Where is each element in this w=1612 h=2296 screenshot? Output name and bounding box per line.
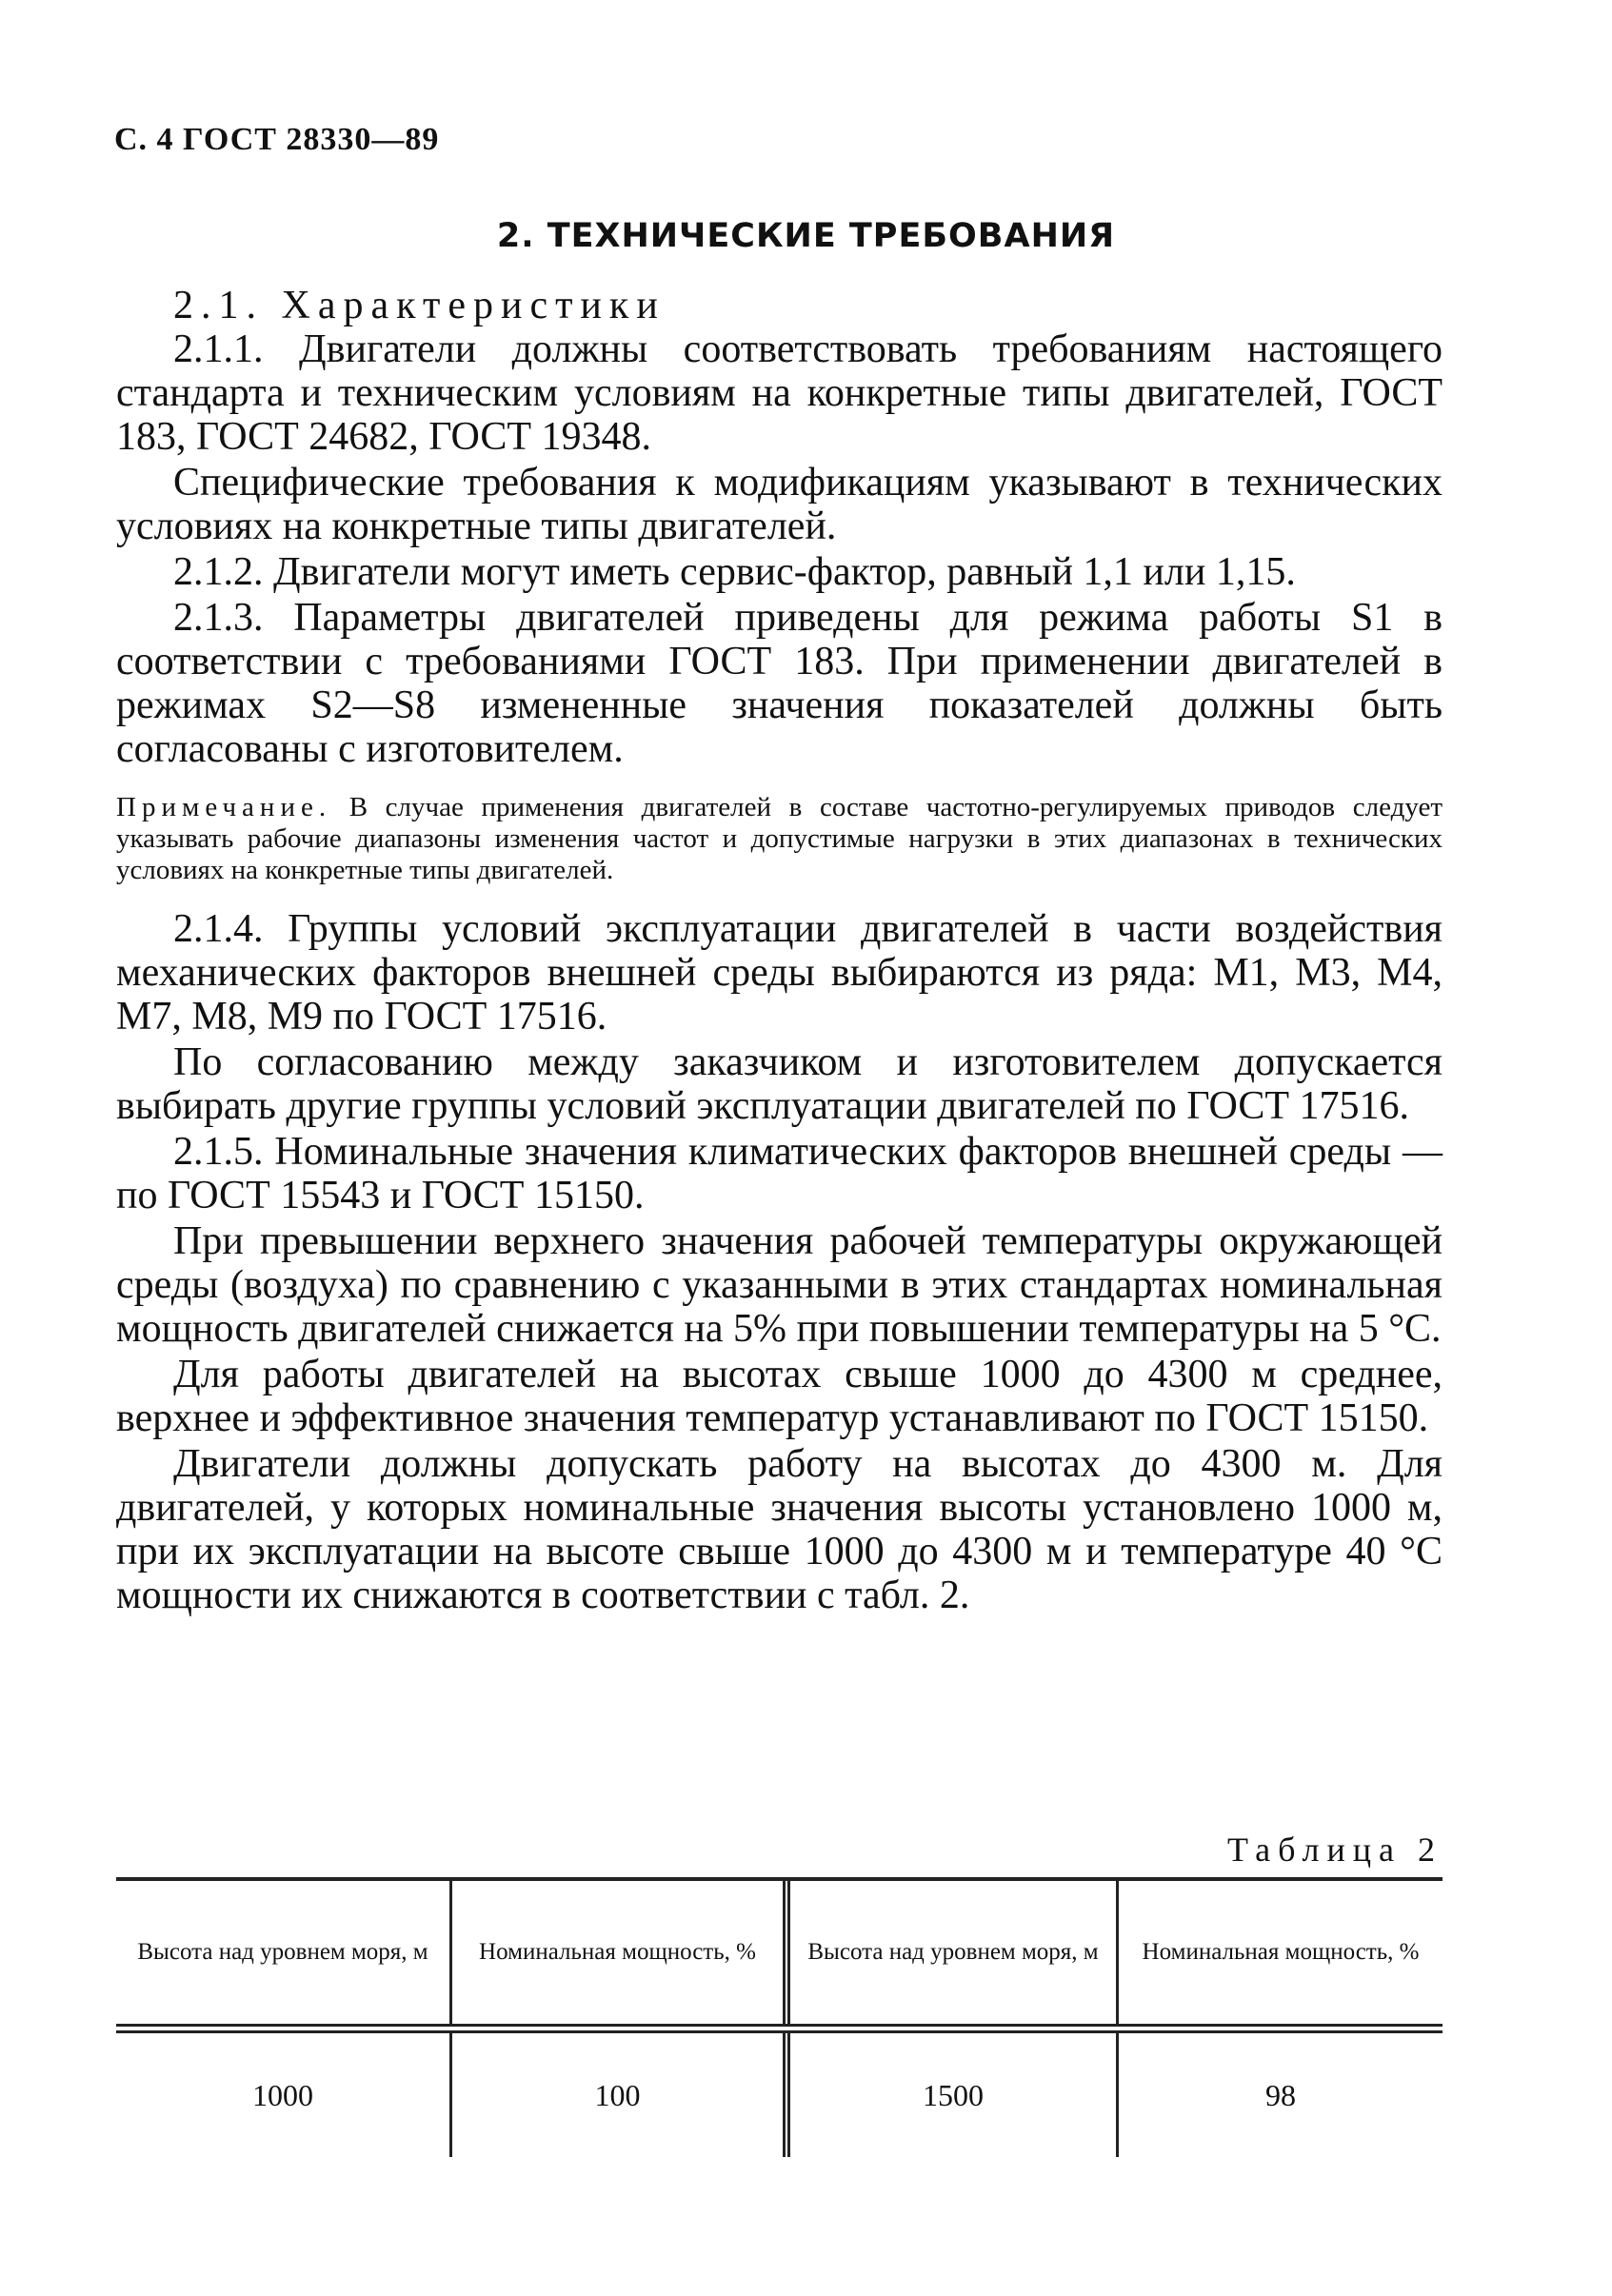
paragraph-2-1-4: 2.1.4. Группы условий эксплуатации двигателей в части воздействия механических факторов внешней среды выбираются из ряда: M1, M3, M4, M7, M8, M9 по ГОСТ 17516. [116, 907, 1443, 1039]
table-header-cell: Высота над уровнем моря, м [137, 1939, 428, 1965]
subsection-heading: 2.1. Характеристики [173, 284, 666, 327]
paragraph-agreement: По согласованию между заказчиком и изготовителем допускается выбирать другие группы условий эксплуатации двигателей по ГОСТ 17516. [116, 1040, 1443, 1128]
page-header: С. 4 ГОСТ 28330—89 [114, 122, 440, 157]
table-cell: 1500 [783, 2033, 1116, 2157]
table-header-rule [116, 2024, 1443, 2033]
paragraph-2-1-3: 2.1.3. Параметры двигателей приведены для режима работы S1 в соответствии с требованиями ГОСТ 183. При применении двигателей в режимах S2—S8 измененные значения показателей должны быть согласованы с изготовителем. [116, 596, 1443, 771]
table-row [116, 2033, 1443, 2157]
paragraph-specific-requirements: Специфические требования к модификациям указывают в технических условиях на конкретные типы двигателей. [116, 461, 1443, 548]
table-2 [116, 1877, 1443, 2157]
table-header-row [116, 1881, 1443, 2024]
paragraph-2-1-1: 2.1.1. Двигатели должны соответствовать требованиям настоящего стандарта и техническим условиям на конкретные типы двигателей, ГОСТ 183, ГОСТ 24682, ГОСТ 19348. [116, 327, 1443, 459]
note [116, 792, 1443, 886]
paragraph-altitude-temperatures: Для работы двигателей на высотах свыше 1000 до 4300 м среднее, верхнее и эффективное значения температур устанавливают по ГОСТ 15150. [116, 1353, 1443, 1440]
note-label: Примечание. [116, 792, 332, 822]
section-title: 2. ТЕХНИЧЕСКИЕ ТРЕБОВАНИЯ [496, 217, 1116, 255]
document-body [116, 284, 1443, 1619]
table-cell: 100 [449, 2033, 783, 2157]
note-text: В случае применения двигателей в составе частотно-регулируемых приводов следует указывать рабочие диапазоны изменения частот и допустимые нагрузки в этих диапазонах в технических условиях на конкретные типы двигателей. [116, 792, 1443, 885]
table-header-cell: Номинальная мощность, % [449, 1881, 783, 2024]
table-cell: 98 [1116, 2033, 1443, 2157]
paragraph-temperature-exceed: При превышении верхнего значения рабочей температуры окружающей среды (воздуха) по сравнению с указанными в этих стандартах номинальная мощность двигателей снижается на 5% при повышении температуры на 5 °С. [116, 1219, 1443, 1351]
table-header-cell: Высота над уровнем моря, м [783, 1881, 1116, 2024]
paragraph-altitude-allowance: Двигатели должны допускать работу на высотах до 4300 м. Для двигателей, у которых номинальные значения высоты установлено 1000 м, при их эксплуатации на высоте свыше 1000 до 4300 м и температуре 40 °С мощности их снижаются в соответствии с табл. 2. [116, 1442, 1443, 1617]
table-cell: 1000 [252, 2077, 313, 2112]
table-header-cell: Номинальная мощность, % [1116, 1881, 1443, 2024]
paragraph-2-1-2: 2.1.2. Двигатели могут иметь сервис-фактор, равный 1,1 или 1,15. [173, 550, 1296, 594]
table-caption: Таблица 2 [1227, 1831, 1443, 1869]
paragraph-2-1-5: 2.1.5. Номинальные значения климатических факторов внешней среды — по ГОСТ 15543 и ГОСТ 15150. [116, 1130, 1443, 1217]
